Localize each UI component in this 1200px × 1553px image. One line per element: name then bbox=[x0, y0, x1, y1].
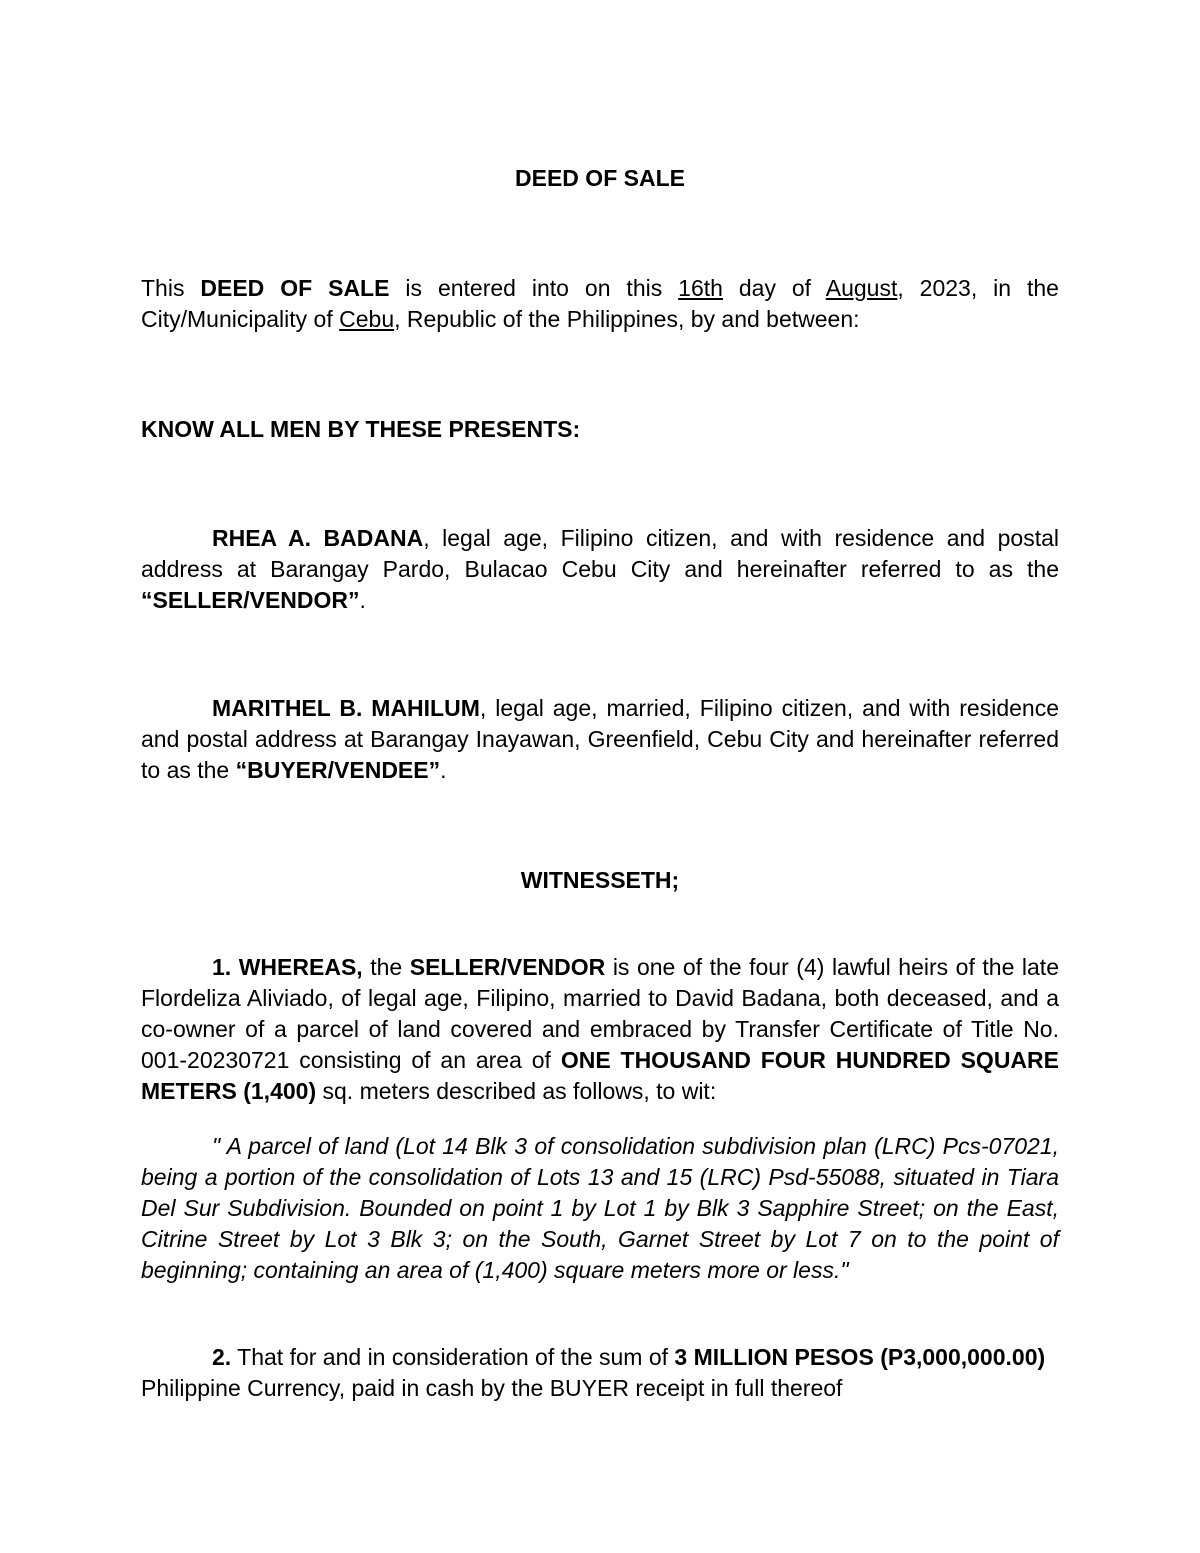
clause-2: 2. That for and in consideration of the sum of 3 MILLION PESOS (P3,000,000.00) Philippine Currency, paid in cash by the BUYER receipt in full thereof bbox=[141, 1344, 1046, 1401]
buyer-paragraph: MARITHEL B. MAHILUM, legal age, married, Filipino citizen, and with residence and postal address at Barangay Inayawan, Greenfield, Cebu City and hereinafter referred to as the “BUYER/VENDEE”. bbox=[141, 695, 1059, 783]
seller-paragraph: RHEA A. BADANA, legal age, Filipino citizen, and with residence and postal address at Barangay Pardo, Bulacao Cebu City and hereinafter referred to as the “SELLER/VENDOR”. bbox=[141, 525, 1059, 613]
buyer-name: MARITHEL B. MAHILUM bbox=[212, 695, 480, 721]
clause-1: 1. WHEREAS, the SELLER/VENDOR is one of the four (4) lawful heirs of the late Flordeliza Aliviado, of legal age, Filipino, married to David Badana, both deceased, and a co-owner of a parcel of land covered and embraced by Transfer Certificate of Title No. 001-20230721 consisting of an area of ONE THOUSAND FOUR HUNDRED SQUARE METERS (1,400) sq. meters described as follows, to wit: bbox=[141, 954, 1059, 1104]
intro-paragraph: This DEED OF SALE is entered into on this 16th day of August, 2023, in the City/Municipality of Cebu, Republic of the Philippines, by and between: bbox=[141, 275, 1059, 332]
witnesseth-heading: WITNESSETH; bbox=[520, 867, 680, 893]
date-month: August bbox=[825, 275, 898, 301]
property-description-quote: " A parcel of land (Lot 14 Blk 3 of consolidation subdivision plan (LRC) Pcs-07021, being a portion of the consolidation of Lots 13 and 15 (LRC) Psd-55088, situated in Tiara Del Sur Subdivision. Bounded on point 1 by Lot 1 by Blk 3 Sapphire Street; on the East, Citrine Street by Lot 3 Blk 3; on the South, Garnet Street by Lot 7 on to the point of beginning; containing an area of (1,400) square meters more or less." bbox=[141, 1133, 1059, 1283]
city-name: Cebu bbox=[339, 306, 395, 332]
document-title: DEED OF SALE bbox=[515, 165, 685, 191]
date-day: 16th bbox=[678, 275, 723, 301]
know-all-heading: KNOW ALL MEN BY THESE PRESENTS: bbox=[141, 416, 581, 442]
seller-name: RHEA A. BADANA bbox=[212, 525, 424, 551]
